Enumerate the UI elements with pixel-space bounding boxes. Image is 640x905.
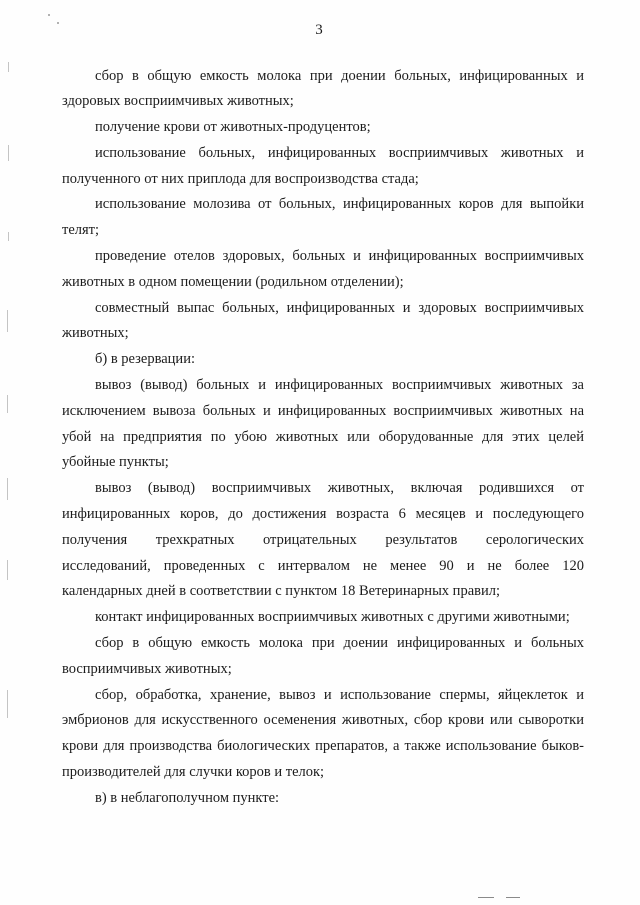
text-line: использование молозива от больных, инфицированных коров для выпойки	[95, 196, 584, 213]
paragraph	[62, 631, 584, 683]
paragraph	[62, 373, 584, 476]
text-line: сбор в общую емкость молока при доении больных, инфицированных и	[95, 67, 584, 84]
text-line: убойные пункты;	[62, 454, 169, 471]
scan-mark	[48, 14, 50, 16]
text-line: календарных дней в соответствии с пунктом 18 Ветеринарных правил;	[62, 583, 501, 600]
scan-mark	[7, 478, 8, 500]
text-line: убой на предприятия по убою животных или оборудованные для этих целей	[62, 428, 584, 445]
section-heading	[62, 347, 584, 373]
scan-mark	[506, 897, 520, 898]
scan-mark	[7, 395, 8, 413]
scan-mark	[478, 897, 494, 898]
scan-mark	[7, 560, 8, 580]
text-line: крови для производства биологических препаратов, а также использование быков-	[62, 738, 584, 755]
paragraph	[62, 296, 584, 348]
text-line: контакт инфицированных восприимчивых животных с другими животными;	[95, 609, 570, 626]
section-heading	[62, 786, 584, 812]
text-line: в) в неблагополучном пункте:	[95, 789, 280, 806]
scan-mark	[8, 232, 9, 241]
text-line: производителей для случки коров и телок;	[62, 764, 325, 781]
paragraph	[62, 192, 584, 244]
paragraph	[62, 64, 584, 116]
text-line: вывоз (вывод) больных и инфицированных восприимчивых животных за	[95, 377, 584, 394]
text-line: восприимчивых животных;	[62, 660, 232, 677]
text-line: использование больных, инфицированных восприимчивых животных и	[95, 144, 584, 161]
text-line: сбор в общую емкость молока при доении инфицированных и больных	[95, 635, 584, 652]
paragraph	[62, 476, 584, 605]
paragraph	[62, 115, 584, 141]
paragraph	[62, 141, 584, 193]
text-line: вывоз (вывод) восприимчивых животных, включая родившихся от	[95, 480, 584, 497]
paragraph	[62, 683, 584, 786]
text-line: животных в одном помещении (родильном отделении);	[62, 273, 404, 290]
page-number: 3	[315, 22, 323, 38]
scan-mark	[8, 62, 9, 72]
scan-mark	[7, 690, 8, 718]
paragraph	[62, 605, 584, 631]
text-line: исключением вывоза больных и инфицированных восприимчивых животных на	[62, 402, 584, 419]
scan-mark	[7, 310, 8, 332]
text-line: здоровых восприимчивых животных;	[62, 93, 294, 110]
text-line: исследований, проведенных с интервалом не менее 90 и не более 120	[62, 557, 584, 574]
text-line: проведение отелов здоровых, больных и инфицированных восприимчивых	[95, 248, 584, 265]
text-line: инфицированных коров, до достижения возраста 6 месяцев и последующего	[62, 506, 584, 523]
text-line: животных;	[62, 325, 129, 342]
text-line: телят;	[62, 222, 100, 239]
scan-mark	[8, 145, 9, 161]
text-line: получения трехкратных отрицательных результатов серологических	[62, 531, 584, 548]
text-line: б) в резервации:	[95, 351, 195, 368]
text-line: совместный выпас больных, инфицированных и здоровых восприимчивых	[95, 299, 584, 316]
text-line: полученного от них приплода для воспроизводства стада;	[62, 170, 419, 187]
text-line: получение крови от животных-продуцентов;	[95, 119, 371, 136]
paragraph	[62, 244, 584, 296]
document-body	[62, 64, 584, 812]
text-line: эмбрионов для искусственного осеменения животных, сбор крови или сыворотки	[62, 712, 584, 729]
text-line: сбор, обработка, хранение, вывоз и использование спермы, яйцеклеток и	[95, 686, 584, 703]
